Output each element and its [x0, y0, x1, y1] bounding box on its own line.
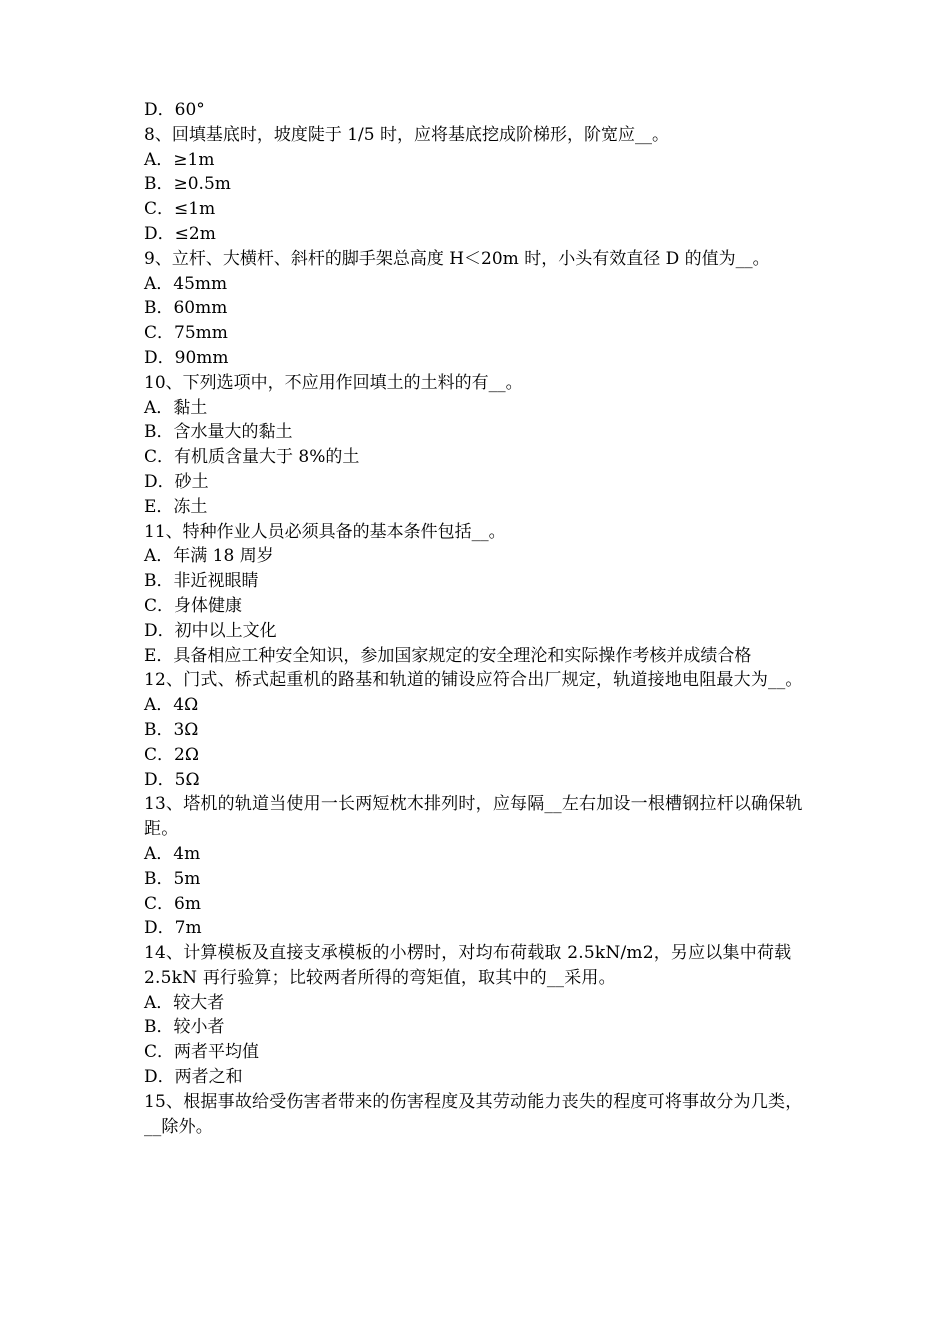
- question-8: 8、回填基底时，坡度陡于 1/5 时，应将基底挖成阶梯形，阶宽应__。: [144, 124, 669, 145]
- option-d-q12: D．5Ω: [144, 769, 200, 790]
- question-15: 15、根据事故给受伤害者带来的伤害程度及其劳动能力丧失的程度可将事故分为几类，__除外。: [144, 1091, 803, 1137]
- option-b-q13: B．5m: [144, 868, 201, 889]
- option-c-q9: C．75mm: [144, 323, 228, 344]
- option-a-q14: A．较大者: [144, 992, 225, 1013]
- question-9: 9、立杆、大横杆、斜杆的脚手架总高度 H＜20m 时，小头有效直径 D 的值为__。: [144, 248, 770, 269]
- option-b-q11: B．非近视眼睛: [144, 571, 259, 592]
- option-d-q11: D．初中以上文化: [144, 620, 277, 641]
- option-b-q10: B．含水量大的黏土: [144, 422, 293, 443]
- option-c-q10: C．有机质含量大于 8%的土: [144, 447, 360, 468]
- option-d-q7: D．60°: [144, 100, 205, 120]
- option-c-q11: C．身体健康: [144, 595, 243, 616]
- option-c-q12: C．2Ω: [144, 744, 199, 765]
- option-b-q8: B．≥0.5m: [144, 174, 231, 195]
- option-e-q11: E．具备相应工种安全知识，参加国家规定的安全理沦和实际操作考核并成绩合格: [144, 645, 752, 666]
- option-a-q12: A．4Ω: [144, 695, 199, 716]
- option-d-q8: D．≤2m: [144, 223, 216, 244]
- option-d-q14: D．两者之和: [144, 1067, 243, 1088]
- option-b-q9: B．60mm: [144, 298, 228, 319]
- option-d-q13: D．7m: [144, 918, 202, 939]
- option-a-q13: A．4m: [144, 843, 201, 864]
- option-c-q8: C．≤1m: [144, 199, 216, 220]
- question-14: 14、计算模板及直接支承模板的小楞时，对均布荷载取 2.5kN/m2，另应以集中荷载 2.5kN 再行验算；比较两者所得的弯矩值，取其中的__采用。: [144, 943, 792, 988]
- question-11: 11、特种作业人员必须具备的基本条件包括__。: [144, 521, 506, 542]
- option-a-q10: A．黏土: [144, 397, 208, 418]
- option-c-q13: C．6m: [144, 893, 201, 914]
- option-c-q14: C．两者平均值: [144, 1042, 260, 1063]
- question-12: 12、门式、桥式起重机的路基和轨道的铺设应符合出厂规定，轨道接地电阻最大为__。: [144, 670, 803, 691]
- question-13: 13、塔机的轨道当使用一长两短枕木排列时，应每隔__左右加设一根槽钢拉杆以确保轨距。: [144, 794, 803, 840]
- option-a-q11: A．年满 18 周岁: [144, 546, 274, 567]
- option-d-q9: D．90mm: [144, 347, 229, 368]
- option-a-q9: A．45mm: [144, 273, 228, 294]
- question-10: 10、下列选项中，不应用作回填土的土料的有__。: [144, 372, 523, 393]
- document-page: [144, 98, 809, 1139]
- option-b-q14: B．较小者: [144, 1017, 225, 1038]
- option-e-q10: E．冻土: [144, 496, 208, 517]
- option-a-q8: A．≥1m: [144, 149, 215, 170]
- option-b-q12: B．3Ω: [144, 719, 199, 740]
- option-d-q10: D．砂土: [144, 471, 209, 492]
